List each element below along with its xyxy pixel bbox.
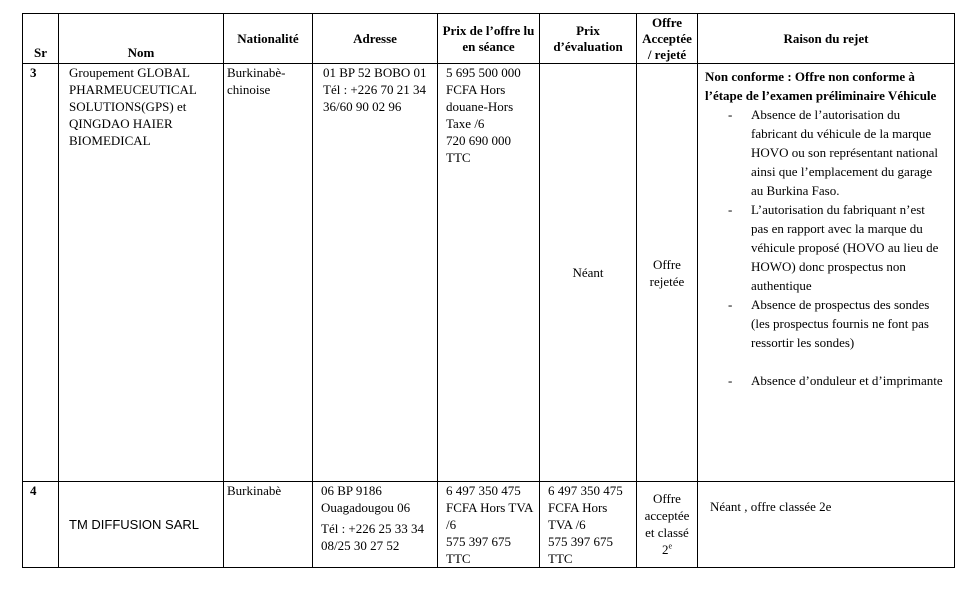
header-sr: Sr <box>23 14 59 64</box>
prix-offre-ht: 5 695 500 000 FCFA Hors douane-Hors Taxe /6 <box>446 65 521 131</box>
list-item: - Absence d’onduleur et d’imprimante <box>701 371 951 390</box>
row-adresse <box>313 482 438 568</box>
row-prix-evaluation <box>540 482 637 568</box>
header-prix-evaluation: Prix d’évaluation <box>540 14 637 64</box>
raison-list <box>701 105 951 390</box>
adresse-line: 01 BP 52 BOBO 01 <box>323 65 427 80</box>
header-adresse: Adresse <box>313 14 438 64</box>
adresse-phone: Tél : +226 25 33 34 08/25 30 27 52 <box>321 521 425 553</box>
prix-eval-ht: 6 497 350 475 FCFA Hors TVA /6 <box>548 483 623 532</box>
header-row <box>23 14 955 64</box>
header-offre-status: Offre Acceptée / rejeté <box>637 14 698 64</box>
row-adresse <box>313 64 438 482</box>
prix-offre-ttc: 575 397 675 TTC <box>446 534 511 566</box>
list-item: - Absence de prospectus des sondes (les prospectus fournis ne font pas ressortir les sondes) <box>701 295 951 352</box>
adresse-line: 06 BP 9186 Ouagadougou 06 <box>321 483 411 515</box>
row-nom: Groupement GLOBAL PHARMEUCEUTICAL SOLUTIONS(GPS) et QINGDAO HAIER BIOMEDICAL <box>59 64 224 482</box>
prix-eval-ttc: 575 397 675 TTC <box>548 534 613 566</box>
raison-title: Non conforme : Offre non conforme à l’étape de l’examen préliminaire Véhicule <box>705 69 937 103</box>
table-row <box>23 482 955 568</box>
row-sr: 3 <box>23 64 59 482</box>
table-row <box>23 64 955 482</box>
row-nom: TM DIFFUSION SARL <box>59 482 224 568</box>
row-nationalite: Burkinabè-chinoise <box>224 64 313 482</box>
offre-status-sup: e <box>668 541 673 551</box>
header-nationalite: Nationalité <box>224 14 313 64</box>
row-sr: 4 <box>23 482 59 568</box>
row-offre-status: Offre rejetée <box>637 64 698 482</box>
prix-offre-ttc: 720 690 000 TTC <box>446 133 511 165</box>
row-prix-offre <box>438 482 540 568</box>
row-prix-offre <box>438 64 540 482</box>
adresse-phone: Tél : +226 70 21 34 36/60 90 02 96 <box>323 82 427 114</box>
list-item: - L’autorisation du fabriquant n’est pas en rapport avec la marque du véhicule proposé (HOVO au lieu de HOWO) donc prospectus non authentique <box>701 200 951 295</box>
row-nationalite: Burkinabè <box>224 482 313 568</box>
row-raison <box>698 64 955 482</box>
header-nom: Nom <box>59 14 224 64</box>
header-raison: Raison du rejet <box>698 14 955 64</box>
offre-status-text: Offre acceptée et classé 2 <box>644 491 690 557</box>
prix-offre-ht: 6 497 350 475 FCFA Hors TVA /6 <box>446 483 533 532</box>
row-offre-status <box>637 482 698 568</box>
header-prix-offre: Prix de l’offre lu en séance <box>438 14 540 64</box>
row-prix-evaluation: Néant <box>540 64 637 482</box>
list-item: - Absence de l’autorisation du fabricant du véhicule de la marque HOVO ou son représentant national ainsi que l’emplacement du garage au Burkina Faso. <box>701 105 951 200</box>
bid-evaluation-table <box>22 13 955 568</box>
row-raison: Néant , offre classée 2e <box>698 482 955 568</box>
